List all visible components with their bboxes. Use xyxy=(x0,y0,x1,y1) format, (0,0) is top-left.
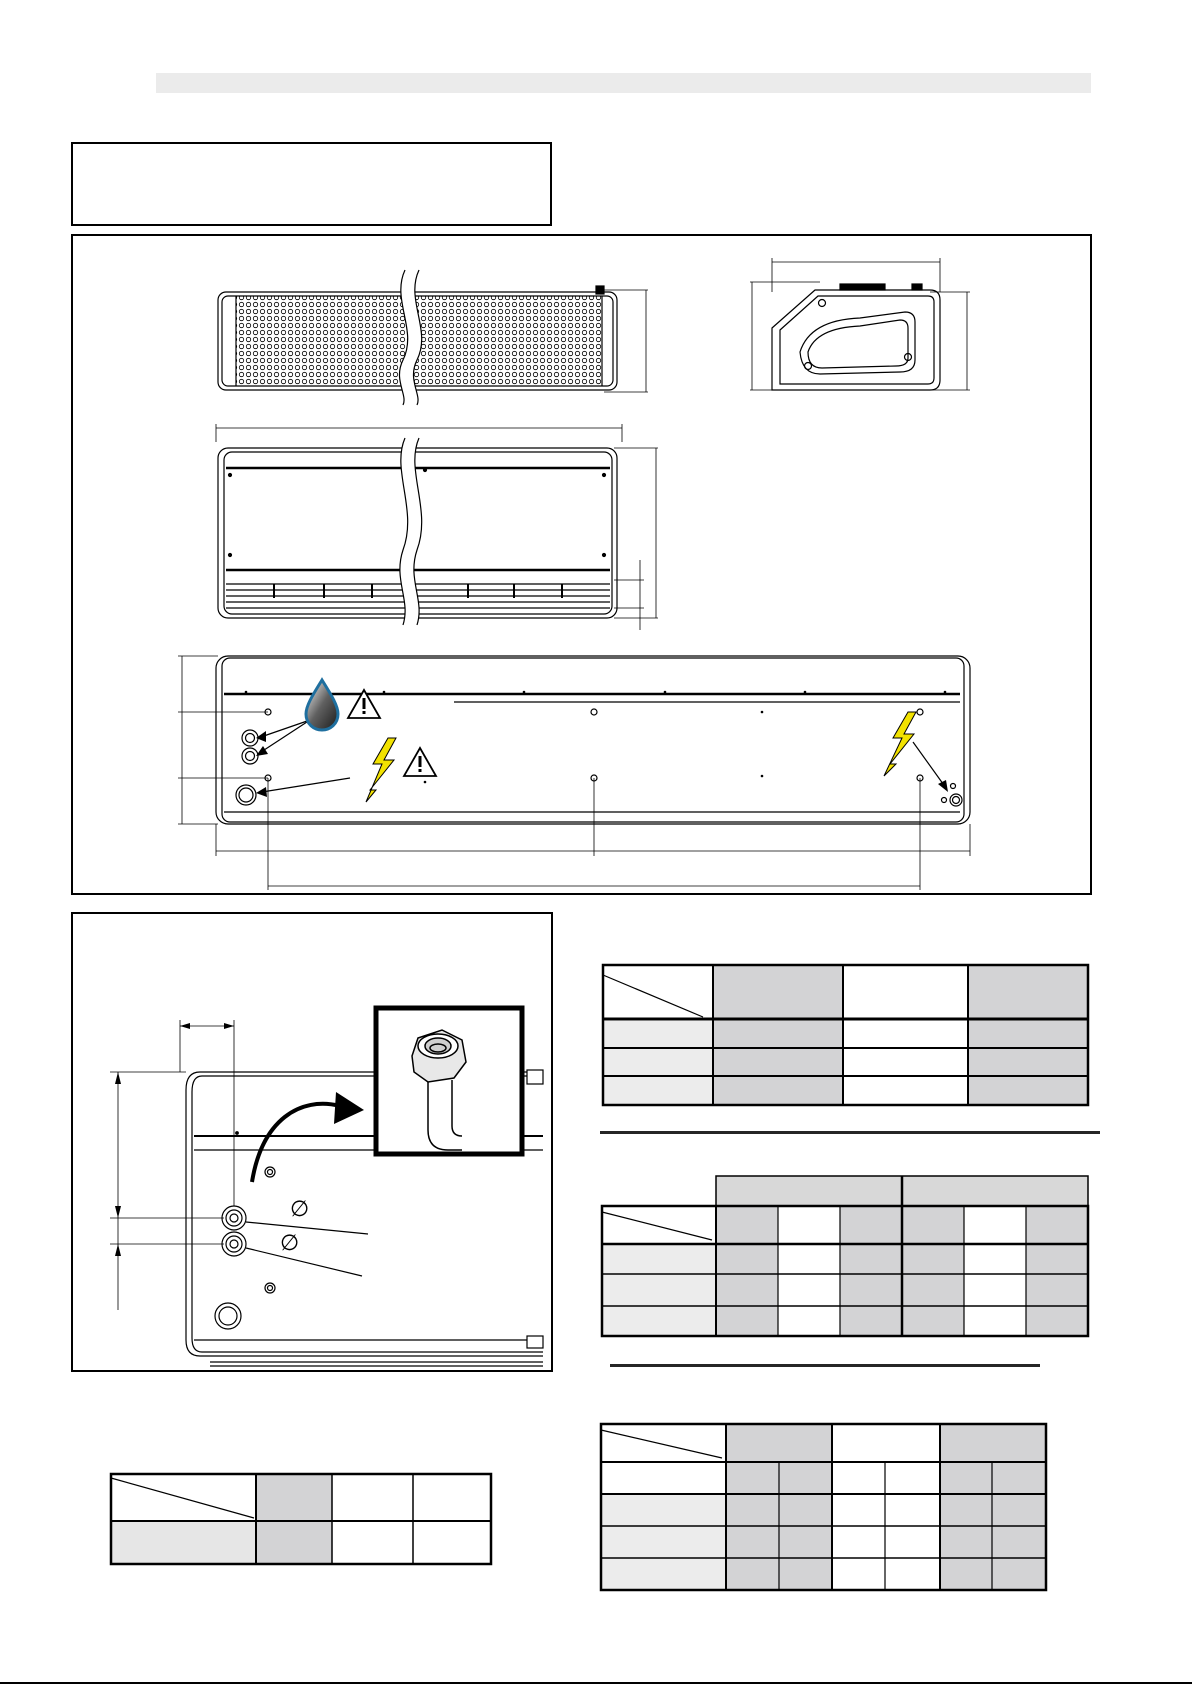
diameter-symbol: ∅ xyxy=(280,1231,300,1256)
diameter-symbol: ∅ xyxy=(290,1197,310,1222)
page-bottom-rule xyxy=(0,1682,1192,1684)
